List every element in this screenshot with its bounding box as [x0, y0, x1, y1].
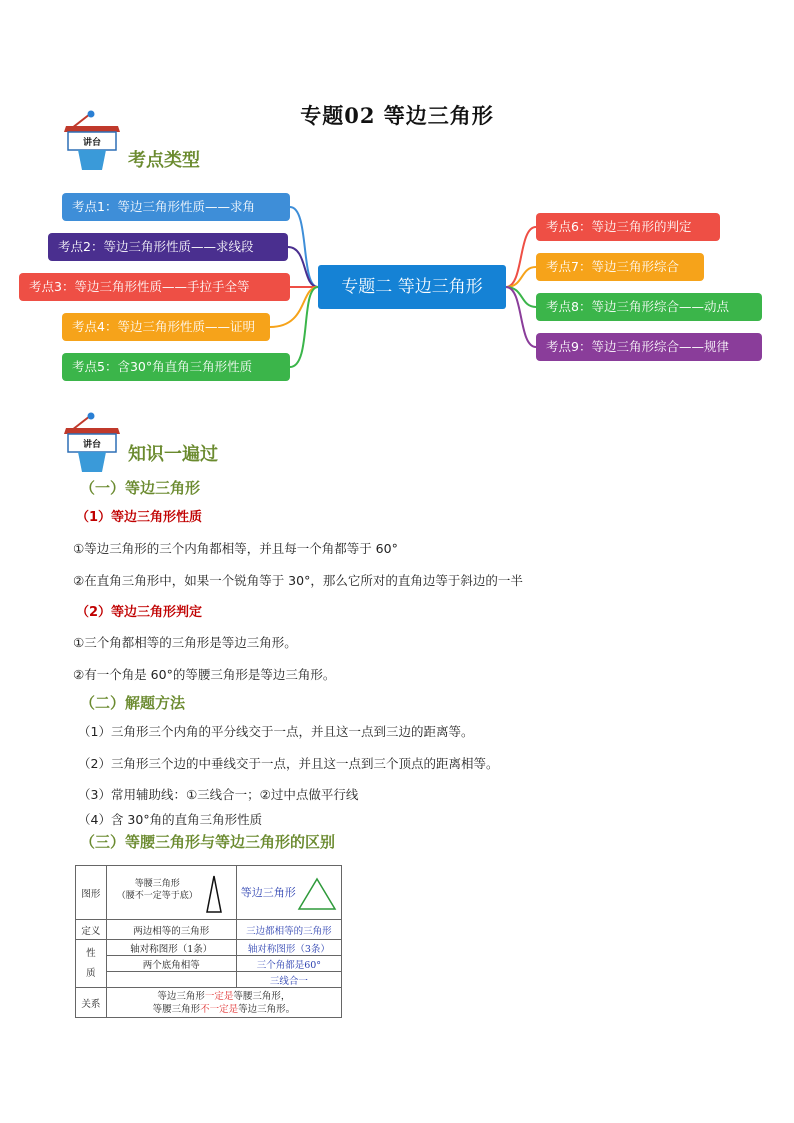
row-label: 定义 — [76, 920, 107, 940]
heading-judgement: （2）等边三角形判定 — [76, 605, 203, 620]
section-heading-knowledge: 知识一遍过 — [128, 444, 218, 465]
table-row — [76, 956, 342, 972]
equilateral-property-2: 三个角都是60° — [236, 956, 341, 972]
equilateral-property-3: 三线合一 — [236, 972, 341, 988]
table-row — [76, 988, 342, 1018]
property-2: ②在直角三角形中，如果一个锐角等于 30°，那么它所对的直角边等于斜边的一半 — [73, 573, 523, 588]
mindmap-center[interactable]: 专题二 等边三角形 — [318, 265, 506, 309]
isosceles-definition: 两边相等的三角形 — [106, 920, 236, 940]
comparison-table — [75, 865, 342, 1018]
subheading-methods: （二）解题方法 — [80, 694, 186, 712]
page-title: 专题02 等边三角形 — [300, 103, 494, 128]
topic-2[interactable]: 考点2：等边三角形性质——求线段 — [48, 233, 288, 261]
method-3: （3）常用辅助线：①三线合一；②过中点做平行线 — [78, 787, 359, 802]
topic-7[interactable]: 考点7：等边三角形综合 — [536, 253, 704, 281]
subheading-equilateral: （一）等边三角形 — [80, 479, 201, 497]
podium-icon — [62, 412, 122, 476]
isosceles-triangle-icon — [204, 874, 224, 914]
equilateral-property-1: 轴对称图形（3条） — [236, 940, 341, 956]
equilateral-figure-cell — [236, 866, 341, 920]
isosceles-property-3 — [106, 972, 236, 988]
table-row — [76, 866, 342, 920]
method-1: （1）三角形三个内角的平分线交于一点，并且这一点到三边的距离等。 — [78, 724, 474, 739]
section-heading-types: 考点类型 — [128, 150, 200, 171]
topic-5[interactable]: 考点5：含30°角直角三角形性质 — [62, 353, 290, 381]
table-row — [76, 940, 342, 956]
isosceles-figure-cell — [106, 866, 236, 920]
topic-1[interactable]: 考点1：等边三角形性质——求角 — [62, 193, 290, 221]
topic-8[interactable]: 考点8：等边三角形综合——动点 — [536, 293, 762, 321]
isosceles-note: （腰不一定等于底） — [116, 891, 198, 901]
property-1: ①等边三角形的三个内角都相等，并且每一个角都等于 60° — [73, 541, 398, 556]
topic-6[interactable]: 考点6：等边三角形的判定 — [536, 213, 720, 241]
podium-icon — [62, 110, 122, 174]
table-row — [76, 972, 342, 988]
relation-cell: 等边三角形一定是等腰三角形， 等腰三角形不一定是等边三角形。 — [106, 988, 341, 1018]
podium-label: 讲台 — [82, 440, 102, 450]
row-label: 性 质 — [76, 940, 107, 988]
isosceles-property-1: 轴对称图形（1条） — [106, 940, 236, 956]
topic-9[interactable]: 考点9：等边三角形综合——规律 — [536, 333, 762, 361]
row-label: 图形 — [76, 866, 107, 920]
method-4: （4）含 30°角的直角三角形性质 — [78, 812, 263, 827]
topic-3[interactable]: 考点3：等边三角形性质——手拉手全等 — [19, 273, 290, 301]
method-2: （2）三角形三个边的中垂线交于一点，并且这一点到三个顶点的距离相等。 — [78, 756, 499, 771]
table-row — [76, 920, 342, 940]
isosceles-property-2: 两个底角相等 — [106, 956, 236, 972]
equilateral-name: 等边三角形 — [240, 886, 296, 899]
row-label: 关系 — [76, 988, 107, 1018]
isosceles-name: 等腰三角形 — [134, 879, 180, 889]
equilateral-definition: 三边都相等的三角形 — [236, 920, 341, 940]
podium-label: 讲台 — [82, 138, 102, 148]
equilateral-triangle-icon — [297, 876, 337, 912]
subheading-difference: （三）等腰三角形与等边三角形的区别 — [80, 833, 336, 851]
judgement-1: ①三个角都相等的三角形是等边三角形。 — [73, 635, 297, 650]
heading-properties: （1）等边三角形性质 — [76, 510, 203, 525]
topic-4[interactable]: 考点4：等边三角形性质——证明 — [62, 313, 270, 341]
judgement-2: ②有一个角是 60°的等腰三角形是等边三角形。 — [73, 667, 336, 682]
